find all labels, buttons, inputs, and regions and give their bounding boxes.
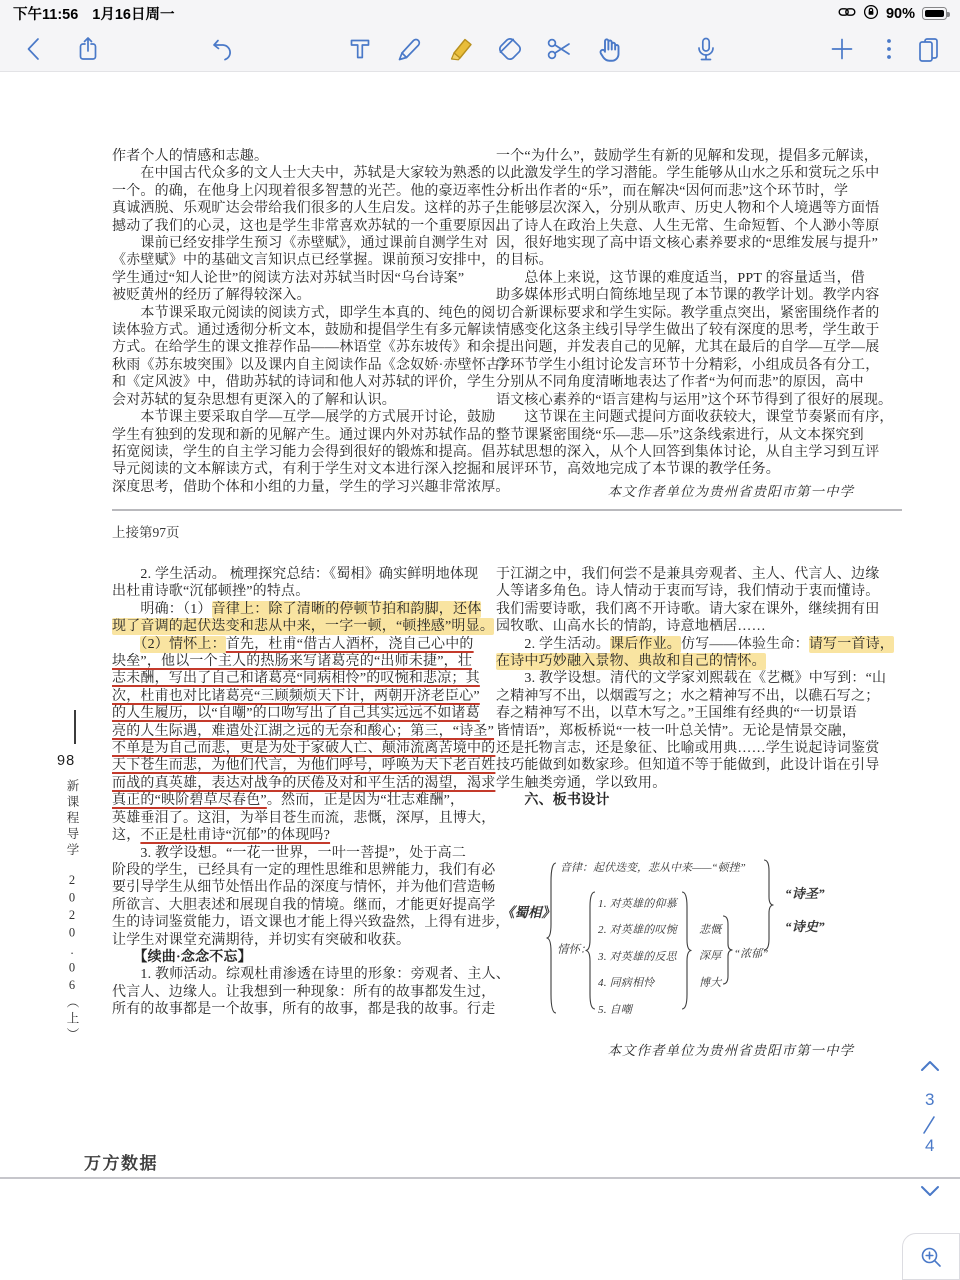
battery-icon [922, 7, 947, 20]
text-line [496, 740, 880, 757]
text-line [112, 932, 482, 949]
pointer-tool-button[interactable] [592, 32, 626, 66]
text-line [496, 252, 866, 269]
text-segment: 技巧能做到如数家珍。但知道不等于能做到，此设计诣在引导 [496, 758, 880, 774]
text-line [699, 943, 721, 969]
text-line [112, 218, 510, 235]
text-line [699, 917, 721, 943]
text-line [112, 392, 482, 409]
text-line [496, 183, 866, 200]
text-line [112, 235, 489, 252]
text-segment: 1. 教师活动。综观杜甫渗透在诗里的形象：旁观者、主人、 [112, 967, 510, 983]
text-line [112, 757, 496, 774]
eraser-tool-button[interactable] [493, 32, 527, 66]
text-segment: 情感变化这条主线引导学生做出了较有深度的思考，学生敢于 [496, 323, 880, 339]
text-line [112, 705, 482, 722]
brace-outcome-close [762, 859, 774, 956]
text-line [112, 723, 495, 740]
text-segment: 这节课在主问题式提问方面收获较大，课堂节奏紧而有序， [496, 410, 894, 426]
text-line [496, 601, 880, 618]
article2-left-column [112, 566, 510, 1019]
pager-total-pages: 4 [925, 1136, 935, 1155]
text-line [496, 636, 895, 653]
text-line [112, 688, 482, 705]
text-segment: 生的诗词鉴赏能力，语文课也才能上得兴致盎然，上得有进步， [112, 915, 510, 931]
text-line [496, 461, 866, 478]
text-segment: 和《定风波》中，借助苏轼的诗词和他人对苏轼的评价，学生 [112, 375, 496, 391]
text-line [112, 775, 496, 792]
text-segment: 明确：（1） [112, 601, 212, 617]
text-tool-button[interactable] [343, 32, 377, 66]
pager-slash-icon [922, 1115, 936, 1135]
diagram-qinghuai-label: 情怀： [557, 944, 592, 956]
text-segment: 助多媒体形式明白简练地呈现了本节课的教学计划。教学内容 [496, 288, 880, 304]
journal-name: 新课程导学 [65, 779, 79, 859]
text-segment: 而战的真英雄，表达对战争的厌倦及对和平生活的渴望，渴求 [112, 775, 496, 791]
text-line [496, 583, 880, 600]
text-line [598, 917, 677, 943]
text-line [496, 775, 866, 792]
text-line [112, 165, 496, 182]
text-segment: 音律上：除了清晰的停顿节拍和韵脚，还体 [211, 601, 482, 617]
text-segment: 本节课采取元阅读的阅读方式，即学生本真的、纯色的阅 [112, 305, 496, 321]
microphone-button[interactable] [689, 32, 723, 66]
text-segment: 于江湖之中，我们何尝不是兼具旁观者、主人、代言人、边缘 [496, 567, 880, 582]
text-segment: 作者个人的情感和志趣。 [112, 149, 269, 164]
article1-right-column [496, 148, 894, 479]
text-line [496, 200, 880, 217]
text-line [112, 827, 482, 844]
text-segment: 在中国古代众多的文人士大夫中，苏轼是大家较为熟悉的 [112, 166, 496, 182]
text-segment: 真诚洒脱、乐观旷达会带给我们很多的人生启发。这样的苏子， [112, 201, 510, 217]
pages-button[interactable] [911, 32, 945, 66]
text-segment: 所有的故事都是一个故事，所有的故事，都是我的故事。行走 [112, 1002, 496, 1018]
text-segment: 出了诗人在政治上失意、人生无常、生命短暂、个人渺小等原 [496, 218, 880, 234]
text-line [112, 183, 510, 200]
text-segment: 《赤壁赋》中的基础文言知识点已经掌握。课前预习安排中， [112, 253, 496, 269]
text-segment: 总体上来说，这节课的难度适当，PPT 的容量适当，借 [496, 270, 865, 286]
text-line [496, 218, 880, 235]
text-segment: 请写一首诗， [808, 636, 895, 652]
text-segment: 阶段的学生，已经具有一定的理性思维和思辨能力，我们有必 [112, 862, 496, 878]
text-segment: 1. 对英雄的仰慕 [598, 898, 677, 910]
brace-qualities-close [721, 915, 733, 990]
status-time: 下午11:56 [13, 7, 79, 23]
text-line [112, 200, 510, 217]
text-line [496, 688, 880, 705]
text-segment: 3. 教学设想。“一花一世界，一叶一菩提”，处于高二 [112, 845, 467, 861]
text-segment: 的目标。 [496, 253, 553, 269]
text-line [112, 845, 482, 862]
text-segment: 这， [112, 828, 141, 844]
text-line [598, 891, 677, 917]
text-line [112, 966, 510, 983]
status-date: 1月16日周一 [92, 7, 175, 23]
text-line [785, 877, 825, 910]
text-segment: 。然而，正是因为“壮志难酬”， [266, 793, 465, 809]
text-line [112, 148, 482, 165]
text-line [496, 427, 866, 444]
text-segment: 3. 教学设想。清代的文学家刘熙载在《艺概》中写到：“山 [496, 671, 887, 687]
text-segment: 块垒”，他以一个主人的热肠来写诸葛亮的“出师未捷”，壮 [112, 654, 473, 670]
text-segment: 让学生对课堂充满期待，并切实有突破和收获。 [112, 932, 411, 948]
diagram-outcomes [785, 877, 825, 943]
article2-right-column [496, 566, 895, 810]
magnifier-plus-icon [918, 1244, 944, 1270]
board-design-diagram [500, 855, 860, 1050]
text-line [112, 740, 496, 757]
text-line [496, 618, 866, 635]
text-line [496, 723, 866, 740]
scissors-tool-button[interactable] [542, 32, 576, 66]
text-segment: 不正是杜甫诗“沉郁”的体现吗? [140, 828, 331, 844]
text-line [112, 252, 496, 269]
text-segment: 的人生履历，以“自嘲”的口吻写出了自己其实远远不如诸葛 [112, 706, 480, 722]
status-right [838, 4, 947, 24]
text-line [112, 897, 496, 914]
margin-page-number: 98 [57, 753, 76, 769]
page-boundary-line [0, 1177, 960, 1179]
pdf-page [0, 72, 960, 1280]
text-segment: 苏轼思想的深入，从个人回答到集体讨论，从自主学习到互评 [496, 444, 880, 460]
text-segment: 课后作业。 [610, 636, 681, 652]
text-segment: 分别从不同角度清晰地表达了作者“为何而悲”的原因，高中 [496, 375, 864, 391]
text-segment: “诗圣” [785, 886, 825, 901]
text-line [112, 374, 496, 391]
text-segment: “诗史” [785, 919, 825, 934]
text-line [112, 1001, 496, 1018]
undo-button[interactable] [205, 32, 239, 66]
text-line [496, 322, 880, 339]
text-segment: 学环节学生小组讨论发言环节十分精彩，小组成员各有分工， [496, 357, 880, 373]
text-line [112, 305, 496, 322]
text-line [496, 792, 866, 809]
text-line [112, 984, 496, 1001]
text-segment: 仿写——体验生命： [681, 636, 809, 652]
text-segment: （2）情怀上： [140, 636, 226, 652]
text-segment: 我们需要诗歌，我们离不开诗歌。请大家在课外，继续拥有田 [496, 601, 880, 617]
text-segment: 不单是为自己而悲，更是为处于家破人亡、颠沛流离苦境中的 [112, 741, 496, 757]
text-segment: 本节课主要采取自学—互学—展学的方式展开讨论，鼓励 [112, 410, 496, 426]
add-button[interactable] [825, 32, 859, 66]
diagram-items [598, 891, 677, 1023]
diagram-root-label: 《蜀相》 [501, 905, 555, 920]
text-line [112, 618, 495, 635]
text-segment: 次，杜甫也对比诸葛亮“三顾频烦天下计，两朝开济老臣心” [112, 688, 480, 704]
text-segment: 还是托物言志，还是象征、比喻或用典……学生说起诗词鉴赏 [496, 741, 880, 757]
text-line [112, 583, 482, 600]
highlighter-tool-button[interactable] [443, 32, 477, 66]
text-segment: 切合新课标要求和学生实际。教学重点突出，紧密围绕作者的 [496, 305, 880, 321]
text-segment: 出杜甫诗歌“沉郁顿挫”的特点。 [112, 584, 310, 600]
text-line [496, 165, 880, 182]
text-segment: 课前已经安排学生预习《赤壁赋》，通过课前自测学生对 [112, 236, 489, 252]
text-line [112, 879, 496, 896]
text-line [112, 914, 510, 931]
zoom-in-button[interactable] [902, 1233, 960, 1280]
text-segment: 语文核心素养的“语言建构与运用”这个环节得到了很好的展现。 [496, 392, 893, 408]
text-line [496, 374, 866, 391]
text-segment: 被贬黄州的经历了解得较深入。 [112, 288, 311, 304]
text-segment: 在诗中巧妙融入景物、典故和自己的情怀。 [496, 654, 766, 670]
text-line [496, 305, 880, 322]
text-line [496, 235, 879, 252]
text-segment: 秋雨《苏东坡突围》以及课内自主阅读作品《念奴娇·赤壁怀古》 [112, 357, 515, 373]
text-segment: 之精神写不出，以烟霞写之；水之精神写不出，以礁石写之； [496, 688, 880, 704]
text-line [112, 653, 482, 670]
text-segment: 真正的“映阶碧草尽春色” [112, 793, 267, 809]
battery-percent: 90% [885, 5, 915, 22]
text-line [112, 444, 496, 461]
text-segment: 方式。在给学生的课文推荐作品——林语堂《苏东坡传》和余 [112, 340, 496, 356]
text-line [112, 461, 496, 478]
text-line [112, 862, 496, 879]
diagram-yinlu-line: 音律：起伏迭变，悲从中来——“顿挫” [560, 862, 746, 874]
app-chrome [0, 0, 960, 72]
text-segment: 学生有独到的发现和新的见解产生。通过课内外对苏轼作品的 [112, 427, 496, 443]
text-segment: 撼动了我们的心灵，这也是学生非常喜欢苏轼的一个重要原因。 [112, 218, 510, 234]
text-line [112, 810, 496, 827]
text-line [496, 705, 866, 722]
text-line [112, 287, 482, 304]
brace-items-close [680, 891, 692, 1015]
text-segment: 2. 学生活动。 梳理探究总结：《蜀相》确实鲜明地体现 [112, 567, 479, 582]
text-line [598, 970, 677, 996]
text-segment: 要引导学生从细节处悟出作品的深度与情怀，并为他们营造畅 [112, 880, 496, 896]
text-line [112, 357, 515, 374]
text-segment: 5. 自嘲 [598, 1003, 632, 1016]
journal-issue: 2020.06（上） [65, 873, 79, 1044]
text-segment: 会对苏轼的复杂思想有更深入的了解和认识。 [112, 392, 396, 408]
text-segment: 读体验方式。通过透彻分析文本，鼓励和提倡学生有多元解读 [112, 323, 496, 339]
text-line [112, 566, 482, 583]
text-segment: 首先，杜甫“借古人酒杯，浇自己心中的 [225, 636, 474, 652]
wanfang-watermark: 万方数据 [84, 1154, 158, 1173]
text-segment: 导元阅读的文本解读方式，有利于学生对文本进行深入挖掘和 [112, 462, 496, 478]
text-line [496, 148, 879, 165]
pager-current-page: 3 [925, 1090, 935, 1109]
page-down-button[interactable] [920, 1185, 940, 1200]
text-line [112, 670, 482, 687]
more-button[interactable] [872, 32, 906, 66]
text-line [598, 997, 677, 1023]
text-segment: 天下苍生而悲，为他们代言，为他们呼号，呼唤为天下老百姓 [112, 758, 496, 774]
text-line [496, 270, 866, 287]
section-divider [112, 509, 902, 511]
text-line [496, 670, 887, 687]
text-segment: 深厚 [699, 950, 722, 963]
text-segment: 六、板书设计 [496, 793, 610, 809]
text-line [496, 409, 894, 426]
text-line [496, 653, 866, 670]
rotation-lock-icon [863, 4, 879, 24]
text-line [112, 792, 482, 809]
text-segment: 亮的人生际遇，难遣处江湖之远的无奈和酸心；第三，“诗圣” [112, 723, 495, 739]
text-segment: 博大 [699, 976, 722, 989]
text-segment: 因，很好地实现了高中语文核心素养要求的“思维发展与提升” [496, 236, 879, 252]
continuation-note: 上接第97页 [112, 525, 180, 540]
text-segment: 2. 对英雄的叹惋 [598, 924, 677, 937]
text-segment: 整节课紧密围绕“乐—悲—乐”这条线索进行，从文本探究到 [496, 427, 864, 443]
text-segment: 志未酬，写出了自己和诸葛亮“同病相怜”的叹惋和悲凉；其 [112, 671, 480, 687]
text-segment: 春之精神写不出，以草木写之。”王国维有经典的“一切景语 [496, 706, 857, 722]
text-segment: 【续曲·念念不忘】 [112, 949, 252, 965]
text-segment: 现了音调的起伏迭变和悲从中来，一字一顿，“顿挫感”明显。 [112, 619, 495, 635]
margin-journal-title [63, 779, 81, 1049]
text-segment: 所欲言、大胆表述和展现自我的情境。继而，才能更好提高学 [112, 897, 496, 913]
text-segment: 提出问题，并发表自己的见解，尤其在最后的自学—互学—展 [496, 340, 880, 356]
text-line [112, 409, 496, 426]
text-line [112, 322, 496, 339]
text-segment: 展评环节，高效地完成了本节课的教学任务。 [496, 462, 780, 478]
text-segment: 园牧歌、山高水长的情韵，诗意地栖居…… [496, 619, 766, 635]
text-line [112, 479, 510, 496]
text-segment: 英雄垂泪了。这泪，为举目苍生而流，悲慨，深厚，且博大， [112, 810, 496, 826]
text-line [496, 757, 880, 774]
text-segment: 代言人、边缘人。让我想到一种现象：所有的故事都发生过， [112, 984, 496, 1000]
text-line [112, 636, 482, 653]
text-line [785, 910, 825, 943]
text-segment: 一个。的确，在他身上闪现着很多智慧的光芒。他的豪迈率性、 [112, 183, 510, 199]
page-up-button[interactable] [920, 1060, 940, 1075]
article1-left-column [112, 148, 515, 496]
status-bar [0, 0, 960, 27]
text-segment: 一个“为什么”，鼓励学生有新的见解和发现，提倡多元解读， [496, 149, 879, 164]
diagram-qualities [699, 917, 721, 996]
text-segment: 2. 学生活动。 [496, 636, 610, 652]
text-segment: 深度思考，借助个体和小组的力量，学生的学习兴趣非常浓厚。 [112, 479, 510, 495]
text-line [112, 427, 496, 444]
text-line [496, 444, 880, 461]
text-segment: 拓宽阅读，学生的自主学习能力会得到很好的锻炼和提高。倡 [112, 444, 496, 460]
text-line [598, 944, 677, 970]
text-line [112, 339, 496, 356]
share-button[interactable] [71, 32, 105, 66]
text-line [699, 970, 721, 996]
diagram-nongyu-label: “浓郁” [734, 948, 769, 960]
text-line [496, 339, 880, 356]
text-segment: 学生通过“知人论世”的阅读方法对苏轼当时因“乌台诗案” [112, 270, 465, 286]
text-segment: 悲慨 [699, 924, 722, 936]
text-line [496, 392, 893, 409]
text-segment: 4. 同病相怜 [598, 977, 655, 990]
text-segment: 学生触类旁通，学以致用。 [496, 775, 667, 791]
pen-tool-button[interactable] [392, 32, 426, 66]
link-icon [838, 4, 856, 24]
article1-byline: 本文作者单位为贵州省贵阳市第一中学 [607, 484, 854, 499]
margin-tick [74, 710, 76, 744]
status-left [13, 3, 189, 24]
text-segment: 分析出作者的“乐”，而在解决“因何而悲”这个环节时，学 [496, 183, 849, 199]
text-segment: 人等诸多角色。诗人情动于衷而写诗，我们情动于衷而懂诗。 [496, 584, 880, 600]
text-segment: 皆情语”，郑板桥说“一枝一叶总关情”。无论是情景交融， [496, 723, 857, 739]
text-line [112, 270, 482, 287]
text-segment: 生能够层次深入，分别从歌声、历史人物和个人境遇等方面悟 [496, 201, 880, 217]
text-line [496, 566, 880, 583]
text-segment: 以此激发学生的学习潜能。学生能够从山水之乐和赏玩之乐中 [496, 166, 880, 182]
article2-byline: 本文作者单位为贵州省贵阳市第一中学 [607, 1043, 854, 1058]
back-button[interactable] [17, 32, 51, 66]
text-line [112, 601, 482, 618]
text-segment: 3. 对英雄的反思 [598, 950, 677, 963]
text-line [496, 287, 880, 304]
text-line [112, 949, 482, 966]
text-line [496, 357, 880, 374]
brace-items-open [585, 891, 597, 1015]
text-segment [112, 637, 140, 652]
